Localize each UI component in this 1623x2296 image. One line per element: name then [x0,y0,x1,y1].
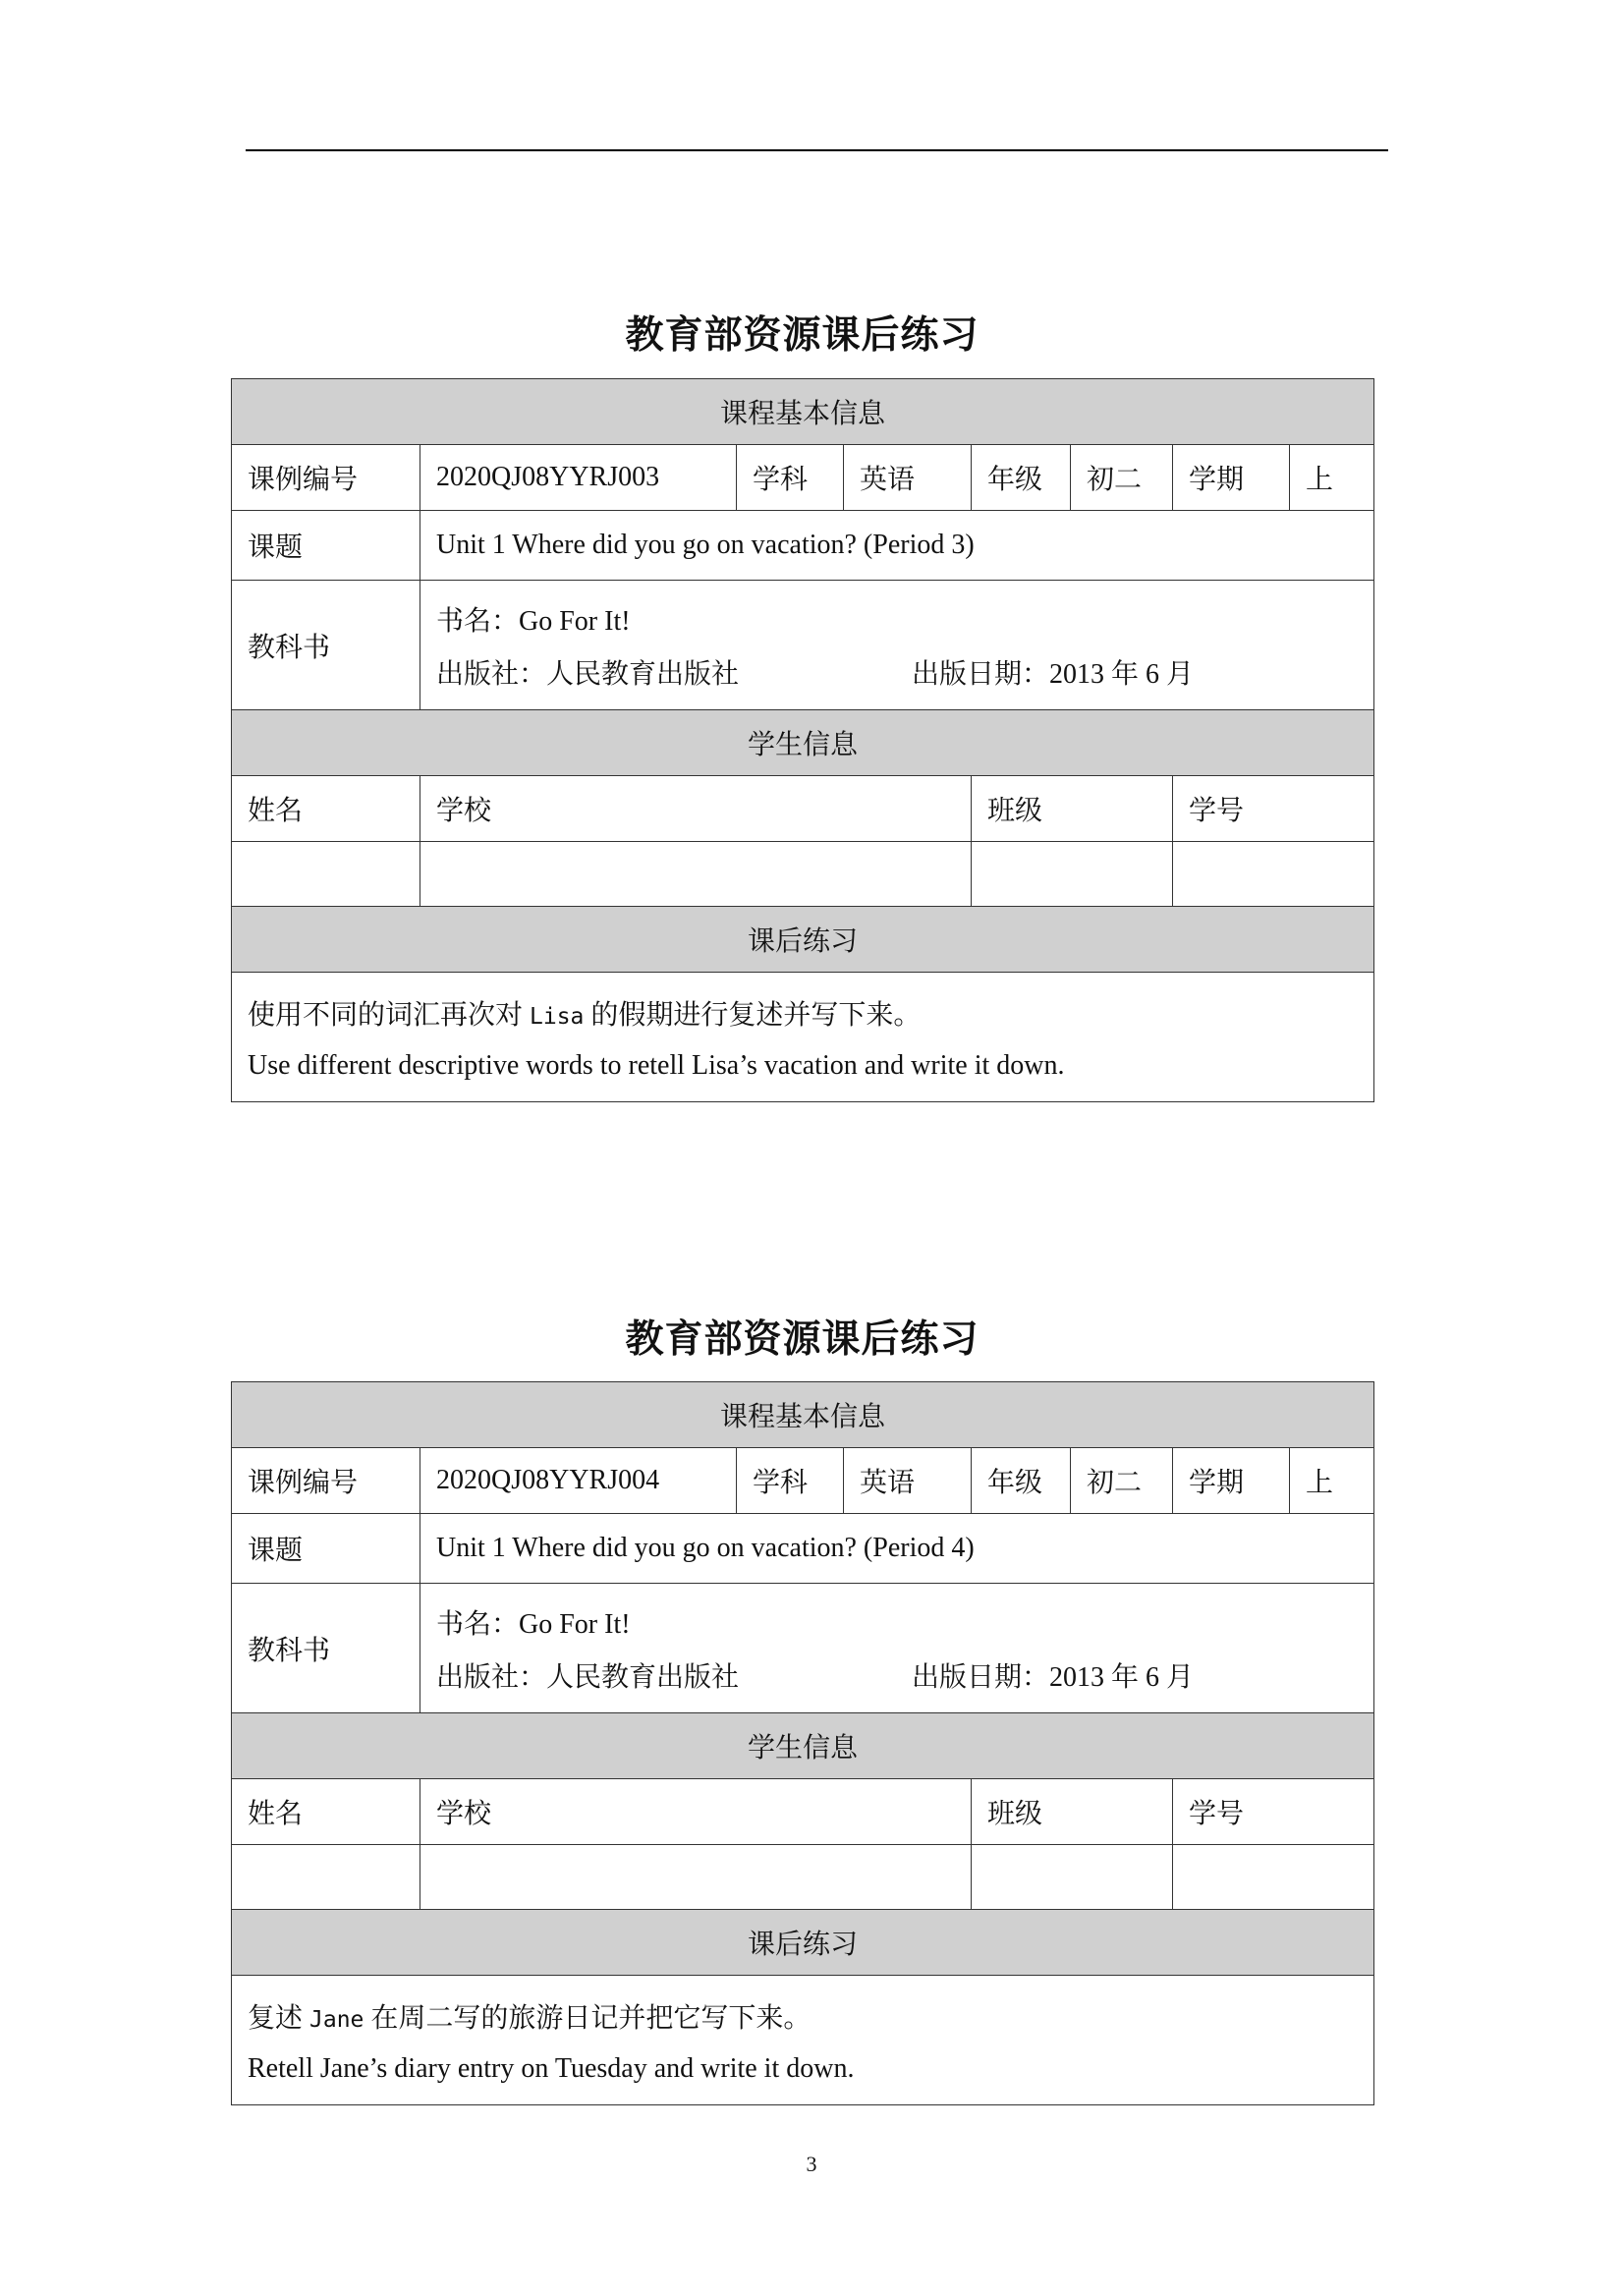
class-label: 班级 [972,776,1173,842]
exercise-instruction-zh: 复述 Jane 在周二写的旅游日记并把它写下来。 [248,2002,812,2034]
textbook-details [420,1584,1374,1713]
term-value: 上 [1290,1448,1374,1514]
exercise-instruction-en: Retell Jane’s diary entry on Tuesday and write it down. [248,2052,855,2084]
topic-row [232,511,1374,581]
pub-date-value: 2013 年 6 月 [1049,658,1195,690]
topic-label: 课题 [232,511,420,581]
grade-value: 初二 [1071,1448,1173,1514]
course-meta-row [232,445,1374,511]
school-label: 学校 [420,776,972,842]
course-id-label: 课例编号 [232,1448,420,1514]
course-info-section-header: 课程基本信息 [232,379,1374,445]
topic-label: 课题 [232,1514,420,1584]
subject-value: 英语 [844,1448,972,1514]
header-rule [246,149,1388,151]
exercise-row [232,973,1374,1102]
class-field[interactable] [972,842,1173,907]
student-no-label: 学号 [1173,1779,1374,1845]
class-field[interactable] [972,1845,1173,1910]
sheet-title: 教育部资源课后练习 [625,1318,979,1361]
exercise-section-header: 课后练习 [232,1910,1374,1976]
publisher-value: 人民教育出版社 [546,1661,740,1693]
sheet-title: 教育部资源课后练习 [625,314,979,357]
grade-label: 年级 [972,1448,1071,1514]
book-name-label: 书名： [436,605,520,637]
student-header-row [232,1779,1374,1845]
student-info-section-header: 学生信息 [232,1713,1374,1779]
course-id-value: 2020QJ08YYRJ003 [420,445,737,511]
subject-value: 英语 [844,445,972,511]
exercise-name: Jane [309,2006,364,2033]
school-field[interactable] [420,1845,972,1910]
textbook-label: 教科书 [232,1584,420,1713]
topic-row [232,1514,1374,1584]
course-id-label: 课例编号 [232,445,420,511]
course-info-table [231,378,1374,1102]
name-label: 姓名 [232,1779,420,1845]
term-value: 上 [1290,445,1374,511]
term-label: 学期 [1173,445,1290,511]
student-input-row [232,842,1374,907]
student-header-row [232,776,1374,842]
pub-date-value: 2013 年 6 月 [1049,1661,1195,1693]
name-field[interactable] [232,1845,420,1910]
course-id-value: 2020QJ08YYRJ004 [420,1448,737,1514]
book-name-value: Go For It! [519,1608,631,1640]
student-no-field[interactable] [1173,842,1374,907]
exercise-instruction-en: Use different descriptive words to retell Lisa’s vacation and write it down. [248,1049,1065,1081]
exercise-instruction-zh: 使用不同的词汇再次对 Lisa 的假期进行复述并写下来。 [248,999,922,1031]
student-no-field[interactable] [1173,1845,1374,1910]
exercise-name: Lisa [530,1003,585,1030]
class-label: 班级 [972,1779,1173,1845]
textbook-label: 教科书 [232,581,420,710]
subject-label: 学科 [737,1448,844,1514]
textbook-row [232,581,1374,710]
course-info-table [231,1381,1374,2105]
student-info-section-header: 学生信息 [232,710,1374,776]
name-field[interactable] [232,842,420,907]
grade-label: 年级 [972,445,1071,511]
exercise-content [232,1976,1374,2105]
term-label: 学期 [1173,1448,1290,1514]
pub-date-label: 出版日期： [912,658,1050,690]
book-name-label: 书名： [436,1608,520,1640]
pub-date-label: 出版日期： [912,1661,1050,1693]
exercise-content [232,973,1374,1102]
school-field[interactable] [420,842,972,907]
topic-value: Unit 1 Where did you go on vacation? (Period 4) [420,1514,1374,1584]
textbook-row [232,1584,1374,1713]
course-info-section-header: 课程基本信息 [232,1382,1374,1448]
subject-label: 学科 [737,445,844,511]
publisher-label: 出版社： [436,1661,547,1693]
school-label: 学校 [420,1779,972,1845]
book-name-value: Go For It! [519,605,631,637]
student-input-row [232,1845,1374,1910]
topic-value: Unit 1 Where did you go on vacation? (Period 3) [420,511,1374,581]
publisher-label: 出版社： [436,658,547,690]
page-number: 3 [806,2152,817,2176]
exercise-section-header: 课后练习 [232,907,1374,973]
grade-value: 初二 [1071,445,1173,511]
textbook-details [420,581,1374,710]
exercise-row [232,1976,1374,2105]
course-meta-row [232,1448,1374,1514]
name-label: 姓名 [232,776,420,842]
publisher-value: 人民教育出版社 [546,658,740,690]
student-no-label: 学号 [1173,776,1374,842]
